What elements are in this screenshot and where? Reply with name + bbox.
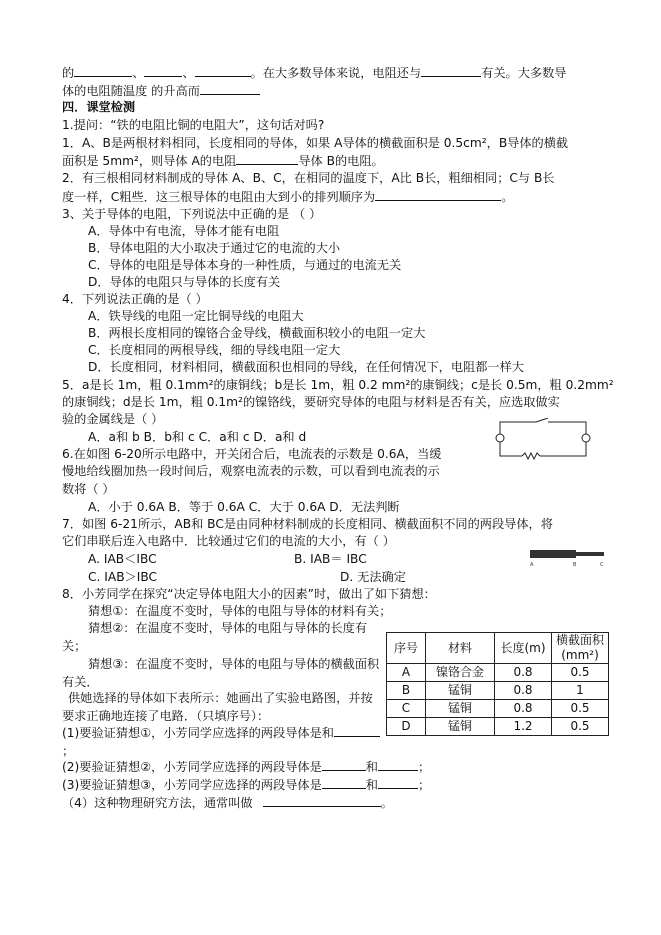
question-5-options: A．a和 b B．b和 c C．a和 c D．a和 d bbox=[88, 430, 307, 444]
answer-3 bbox=[62, 776, 430, 793]
answer-blank[interactable] bbox=[263, 794, 381, 807]
text: 。 bbox=[380, 796, 393, 810]
answer-blank[interactable] bbox=[378, 758, 418, 771]
table-cell: 0.5 bbox=[552, 718, 609, 736]
table-cell: D bbox=[387, 718, 426, 736]
text-line bbox=[62, 152, 384, 169]
text: 的 bbox=[62, 66, 75, 80]
option-b: B．导体电阻的大小取决于通过它的电流的大小 bbox=[88, 241, 341, 255]
table-header-row bbox=[387, 633, 609, 664]
label-a: A bbox=[530, 562, 534, 567]
switch-icon bbox=[536, 418, 548, 422]
table-header: 长度(m) bbox=[495, 633, 552, 664]
table-cell: 锰铜 bbox=[426, 682, 495, 700]
conductor-table bbox=[386, 632, 609, 736]
table-header: 序号 bbox=[387, 633, 426, 664]
text: 。在大多数导体来说，电阻还与 bbox=[250, 66, 422, 80]
question-8: 8．小芳同学在探究“决定导体电阻大小的因素”时，做出了如下猜想： bbox=[62, 587, 436, 601]
hypothesis-3: 猜想③：在温度不变时，导体的电阻与导体的横截面积有关． bbox=[62, 657, 380, 689]
question-5: 5．a是长 1m，粗 0.1mm²的康铜线；b是长 1m，粗 0.2 mm²的康铜线；c是长 0.5m，粗 0.2mm² bbox=[62, 378, 614, 392]
answer-blank[interactable] bbox=[421, 64, 481, 77]
table-cell: 锰铜 bbox=[426, 718, 495, 736]
wire bbox=[548, 422, 586, 436]
question-2: 2．有三根相同材料制成的导体 A、B、C，在相同的温度下，A比 B长，粗细相同；C与 B长 bbox=[62, 171, 555, 185]
circuit-figure bbox=[492, 418, 596, 464]
wire bbox=[500, 422, 536, 436]
text-line: 它们串联后连入电路中．比较通过它们的电流的大小，有（ ） bbox=[62, 534, 395, 548]
table-cell: 1.2 bbox=[495, 718, 552, 736]
table-row bbox=[387, 664, 609, 682]
text-line: 验的金属线是（ ） bbox=[62, 412, 164, 426]
table-cell: 0.8 bbox=[495, 682, 552, 700]
option-a: A．导体中有电流，导体才能有电阻 bbox=[88, 224, 280, 238]
ammeter-icon bbox=[496, 434, 504, 442]
conductor-thick bbox=[530, 550, 576, 558]
answer-blank[interactable] bbox=[378, 776, 418, 789]
question-1: 1.提问：“铁的电阻比铜的电阻大”，这句话对吗? bbox=[62, 118, 325, 132]
text: 体的电阻随温度 的升高而 bbox=[62, 84, 200, 98]
text: 。 bbox=[501, 190, 514, 204]
text-line bbox=[62, 188, 513, 205]
conductor-figure bbox=[528, 545, 608, 567]
option-b: B. IAB＝ IBC bbox=[294, 552, 367, 566]
table-row bbox=[387, 700, 609, 718]
table-header: 横截面积(mm²) bbox=[552, 633, 609, 664]
text-line bbox=[62, 64, 567, 81]
option-d: D. 无法确定 bbox=[340, 570, 406, 584]
answer-2 bbox=[62, 758, 430, 775]
table-cell: 0.5 bbox=[552, 664, 609, 682]
text: 、 bbox=[182, 66, 195, 80]
option-a: A. IAB＜IBC bbox=[88, 552, 157, 566]
label-b: B bbox=[573, 562, 577, 567]
question-3: 3、关于导体的电阻，下列说法中正确的是 （ ） bbox=[62, 207, 322, 221]
option-b: B．两根长度相同的镍铬合金导线，横截面积较小的电阻一定大 bbox=[88, 326, 426, 340]
table-cell: 0.8 bbox=[495, 700, 552, 718]
section-heading: 四．课堂检测 bbox=[62, 100, 136, 114]
text: 导体 B的电阻。 bbox=[298, 154, 384, 168]
text-line: 的康铜线；d是长 1m，粗 0.1m²的镍铬线，要研究导体的电阻与材料是否有关，应选取做实 bbox=[62, 395, 560, 409]
table-cell: A bbox=[387, 664, 426, 682]
text-line: 数将（ ） bbox=[62, 482, 115, 496]
table-cell: 1 bbox=[552, 682, 609, 700]
conductor-thin bbox=[574, 552, 604, 556]
answer-blank[interactable] bbox=[334, 724, 380, 737]
wire bbox=[540, 442, 586, 456]
supply-text: 供她选择的导体如下表所示：她画出了实验电路图，并按要求正确地连接了电路．（只填序号）： bbox=[62, 691, 373, 723]
text: 和 bbox=[365, 760, 378, 774]
text-line: 慢地给线圈加热一段时间后，观察电流表的示数，可以看到电流表的示 bbox=[62, 464, 440, 478]
text: 、 bbox=[132, 66, 145, 80]
table-cell: 锰铜 bbox=[426, 700, 495, 718]
answer-blank[interactable] bbox=[144, 64, 182, 77]
answer-blank[interactable] bbox=[74, 64, 132, 77]
table-cell: 0.8 bbox=[495, 664, 552, 682]
answer-blank[interactable] bbox=[322, 776, 366, 789]
table-cell: B bbox=[387, 682, 426, 700]
table-cell: 0.5 bbox=[552, 700, 609, 718]
option-c: C．导体的电阻是导体本身的一种性质，与通过的电流无关 bbox=[88, 258, 402, 272]
hypothesis-2: 猜想②：在温度不变时，导体的电阻与导体的长度有关； bbox=[62, 621, 368, 653]
text: ； bbox=[62, 744, 75, 758]
table-cell: 镍铬合金 bbox=[426, 664, 495, 682]
text: 度一样，C粗些．这三根导体的电阻由大到小的排列顺序为 bbox=[62, 190, 376, 204]
option-d: D．长度相同，材料相同，横截面积也相同的导线，在任何情况下，电阻都一样大 bbox=[88, 360, 524, 374]
label-c: C bbox=[600, 562, 604, 567]
option-d: D．导体的电阻只与导体的长度有关 bbox=[88, 275, 281, 289]
text: (2)要验证猜想②，小芳同学应选择的两段导体是 bbox=[62, 760, 322, 774]
table-row bbox=[387, 718, 609, 736]
text: ； bbox=[417, 760, 431, 774]
table-header: 材料 bbox=[426, 633, 495, 664]
question-6-options: A．小于 0.6A B．等于 0.6A C．大于 0.6A D．无法判断 bbox=[88, 500, 400, 514]
table-cell: C bbox=[387, 700, 426, 718]
text: （4）这种物理研究方法，通常叫做 bbox=[62, 796, 253, 810]
answer-blank[interactable] bbox=[200, 82, 260, 95]
table-row bbox=[387, 682, 609, 700]
option-c: C．长度相同的两根导线，细的导线电阻一定大 bbox=[88, 343, 341, 357]
answer-blank[interactable] bbox=[236, 152, 298, 165]
text: 和 bbox=[365, 778, 378, 792]
wire bbox=[500, 442, 522, 456]
answer-blank[interactable] bbox=[195, 64, 251, 77]
bulb-icon bbox=[582, 434, 590, 442]
text: ； bbox=[417, 778, 431, 792]
text: 面积是 5mm²，则导体 A的电阻 bbox=[62, 154, 237, 168]
question-4: 4．下列说法正确的是（ ） bbox=[62, 292, 208, 306]
answer-4 bbox=[62, 794, 393, 811]
text: (3)要验证猜想③，小芳同学应选择的两段导体是 bbox=[62, 778, 322, 792]
answer-1 bbox=[62, 724, 380, 760]
option-a: A．铁导线的电阻一定比铜导线的电阻大 bbox=[88, 309, 304, 323]
hypothesis-1: 猜想①：在温度不变时，导体的电阻与导体的材料有关； bbox=[88, 604, 392, 618]
answer-blank[interactable] bbox=[375, 188, 501, 201]
text: 有关。大多数导 bbox=[481, 66, 567, 80]
question-1b: 1．A、B是两根材料相同，长度相同的导体，如果 A导体的横截面积是 0.5cm²，B导体的横截 bbox=[62, 136, 569, 150]
answer-blank[interactable] bbox=[322, 758, 366, 771]
question-6: 6.在如图 6-20所示电路中，开关闭合后，电流表的示数是 0.6A，当缓 bbox=[62, 447, 442, 461]
text: (1)要验证猜想①，小芳同学应选择的两段导体是和 bbox=[62, 726, 334, 740]
option-c: C. IAB＞IBC bbox=[88, 570, 157, 584]
coil-icon bbox=[522, 453, 540, 459]
text-line bbox=[62, 82, 260, 99]
question-7: 7．如图 6-21所示，AB和 BC是由同种材料制成的长度相同、横截面积不同的两段导体，将 bbox=[62, 517, 553, 531]
